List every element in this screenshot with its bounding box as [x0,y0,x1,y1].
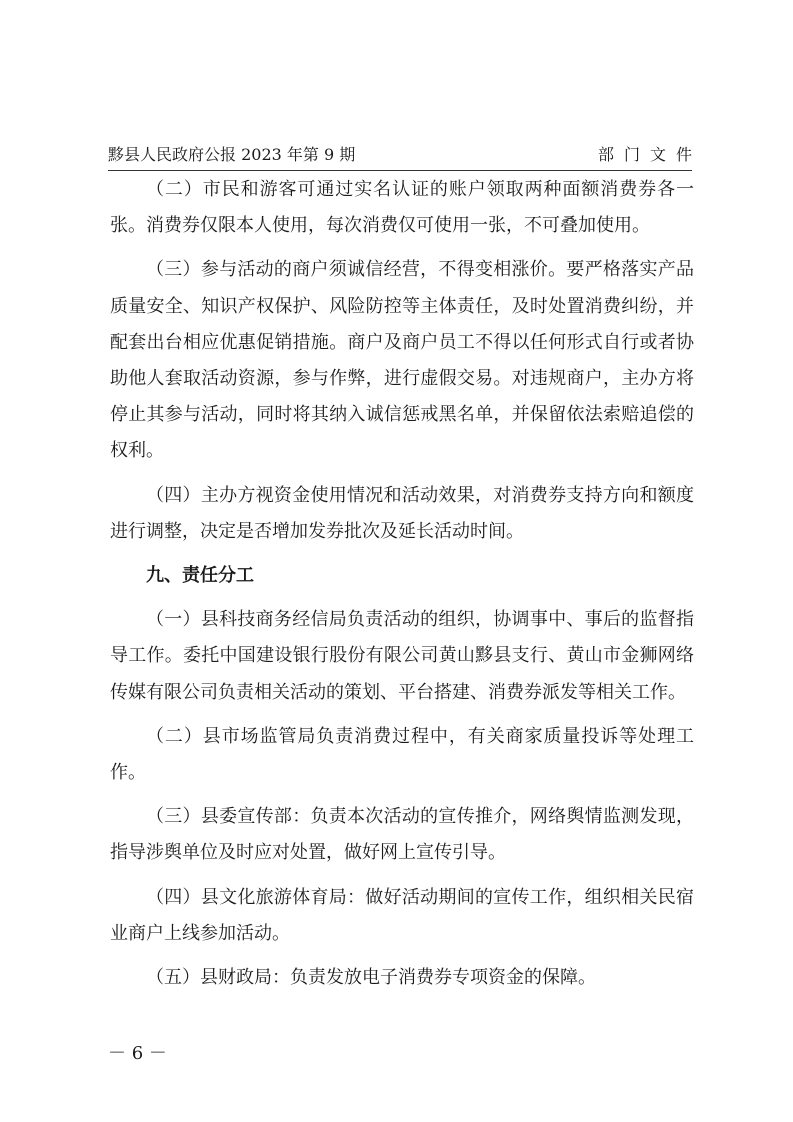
paragraph: （二）县市场监管局负责消费过程中，有关商家质量投诉等处理工作。 [110,725,694,784]
section-heading: 九、责任分工 [146,565,254,587]
paragraph: （一）县科技商务经信局负责活动的组织，协调事中、事后的监督指导工作。委托中国建设银行股份有限公司黄山黟县支行、黄山市金狮网络传媒有限公司负责相关活动的策划、平台搭建、消费券派发等相关工作。 [110,609,694,703]
bulletin-title: 黟县人民政府公报 2023 年第 9 期 [108,145,356,164]
document-body [110,172,694,996]
section-label: 部门文件 [597,145,702,164]
paragraph: （三）县委宣传部：负责本次活动的宣传推介，网络舆情监测发现，指导涉舆单位及时应对处置，做好网上宣传引导。 [110,806,694,864]
header-divider [108,170,692,171]
paragraph: （二）市民和游客可通过实名认证的账户领取两种面额消费券各一张。消费券仅限本人使用，每次消费仅可使用一张，不可叠加使用。 [110,179,694,237]
page-number: － 6 － [108,1043,167,1064]
paragraph: （五）县财政局：负责发放电子消费券专项资金的保障。 [146,967,596,989]
paragraph: （三）参与活动的商户须诚信经营，不得变相涨价。要严格落实产品质量安全、知识产权保护、风险防控等主体责任，及时处置消费纠纷，并配套出台相应优惠促销措施。商户及商户员工不得以任何形式自行或者协助他人套取活动资源，参与作弊，进行虚假交易。对违规商户，主办方将停止其参与活动，同时将其纳入诚信惩戒黑名单，并保留依法索赔追偿的权利。 [110,259,694,462]
page-header [108,141,702,169]
paragraph: （四）主办方视资金使用情况和活动效果，对消费券支持方向和额度进行调整，决定是否增加发券批次及延长活动时间。 [110,484,694,542]
paragraph: （四）县文化旅游体育局：做好活动期间的宣传工作，组织相关民宿业商户上线参加活动。 [110,886,694,944]
